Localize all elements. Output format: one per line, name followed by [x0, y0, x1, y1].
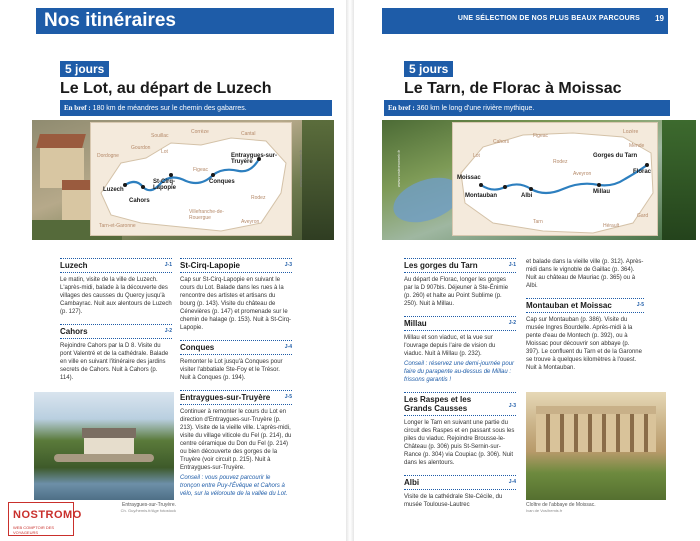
brief-bar	[384, 100, 670, 116]
days-badge: 5 jours	[404, 61, 453, 77]
map-label-mende: Mende	[629, 143, 645, 149]
stage-heading	[60, 258, 172, 273]
stage-text: Le matin, visite de la ville de Luzech. L'après-midi, balade à la découverte des villages des causses du Quercy jusqu'à Cambayrac. Nuit aux alentours de Luzech (p. 127).	[60, 277, 172, 315]
map-label-millau: Millau	[593, 189, 611, 195]
stage-name: Albi	[404, 478, 420, 487]
route-map	[90, 122, 292, 236]
route-title: Le Lot, au départ de Luzech	[60, 80, 272, 97]
map-label-gourdon: Gourdon	[131, 145, 151, 151]
cloister-photo	[526, 392, 666, 500]
map-credit: www.nostromoweb.fr	[396, 150, 401, 188]
stage-note-text: Conseil : vous pouvez parcourir le tronçon entre Puy-l'Évêque et Cahors à vélo, sur la véloroute de la vallée du Lot.	[180, 475, 288, 497]
stop-marker	[597, 183, 601, 187]
running-header-bar	[382, 8, 668, 34]
map-svg	[453, 123, 658, 236]
brief-text: 360 km le long d'une rivière mythique.	[416, 105, 535, 112]
stage-heading	[404, 475, 516, 490]
stage-note	[180, 474, 292, 498]
stages-column-1	[404, 258, 516, 517]
stage-heading	[404, 258, 516, 273]
stage-day: J-4	[284, 344, 292, 350]
entraygues-photo	[34, 392, 174, 500]
section-title: Nos itinéraires	[44, 10, 176, 31]
stages-column-2	[526, 258, 644, 380]
section-header-bar	[36, 8, 334, 34]
map-label-conques: Conques	[209, 179, 235, 185]
map-label-aveyron: Aveyron	[241, 219, 260, 225]
right-page	[354, 0, 700, 541]
stage-name: Millau	[404, 319, 427, 328]
stage-heading	[180, 340, 292, 355]
stage-heading	[526, 298, 644, 313]
stage-day: J-5	[284, 394, 292, 400]
map-label-correze: Corrèze	[191, 129, 209, 135]
stages-column-2	[180, 258, 292, 506]
map-label-luzech: Luzech	[103, 187, 124, 193]
stop-marker	[211, 173, 215, 177]
stage-name: Montauban et Moissac	[526, 301, 612, 310]
map-label-moissac: Moissac	[457, 175, 481, 181]
stage-note-text: Conseil : réservez une demi-journée pour faire du parapente au-dessus de Millau : frissons garantis !	[404, 361, 515, 383]
stage-day: J-3	[284, 262, 292, 268]
photo-caption	[526, 502, 666, 514]
stop-marker	[529, 187, 533, 191]
route-title: Le Tarn, de Florac à Moissac	[404, 80, 622, 97]
stage-text: Remonter le Lot jusqu'à Conques pour visiter l'abbatiale Ste-Foy et le Trésor. Nuit à Conques (p. 194).	[180, 359, 283, 381]
stage-text: Rejoindre Cahors par la D 8. Visite du pont Valentré et de la cathédrale. Balade en ville en suivant l'itinéraire des jardins secrets de Cahors. Nuit à Cahors (p. 114).	[60, 343, 169, 381]
photo-caption-text: Cloître de l'abbaye de Moissac.	[526, 502, 596, 508]
stage-day: J-4	[508, 479, 516, 485]
map-label-herault: Hérault	[603, 223, 620, 229]
stage-text: Millau et son viaduc, et la vue sur l'ouvrage depuis l'aire de vision du viaduc. Nuit à Millau (p. 232).	[404, 335, 496, 357]
stage-heading	[180, 390, 292, 405]
map-label-rodez: Rodez	[251, 195, 266, 201]
stage-name: Entraygues-sur-Truyère	[180, 393, 271, 402]
stage-heading	[60, 324, 172, 339]
map-credit: www.nostromoweb.fr	[298, 150, 303, 188]
map-label-florac: Florac	[633, 169, 652, 175]
stop-marker	[479, 183, 483, 187]
map-label-st-cirq: St-Cirq-Lapopie	[153, 179, 177, 191]
stage-day: J-2	[164, 328, 172, 334]
route-map	[452, 122, 658, 236]
photo-caption-text: Entraygues-sur-Truyère.	[122, 502, 176, 508]
stage-name: Cahors	[60, 327, 88, 336]
stage-day: J-1	[508, 262, 516, 268]
logo-text: NOSTROMO	[13, 509, 82, 521]
running-head: UNE SÉLECTION DE NOS PLUS BEAUX PARCOURS	[457, 15, 640, 22]
map-label-albi: Albi	[521, 193, 533, 199]
stage-day: J-2	[508, 320, 516, 326]
stage-name: Luzech	[60, 261, 88, 270]
map-label-gard: Gard	[637, 213, 649, 219]
stop-marker	[141, 185, 145, 189]
map-label-montauban: Montauban	[465, 193, 497, 199]
stage-note	[404, 360, 516, 384]
stage-name: Conques	[180, 343, 215, 352]
map-label-souillac: Souillac	[151, 133, 169, 139]
stages-column-1	[60, 258, 172, 390]
map-label-lot: Lot	[473, 153, 480, 159]
map-label-aveyron: Aveyron	[573, 171, 592, 177]
map-label-figeac: Figeac	[193, 167, 209, 173]
map-label-lot: Lot	[161, 149, 168, 155]
stage-text: Au départ de Florac, longer les gorges par la D 907bis. Déjeuner à Ste-Énimie (p. 260) et halte au Point Sublime (p. 250). Nuit à Millau.	[404, 277, 509, 307]
stage-heading	[404, 392, 516, 416]
brief-label: En bref :	[388, 104, 415, 112]
photo-caption-credit: Ivan de Vos/hemis.fr	[526, 508, 563, 513]
stage-heading	[180, 258, 292, 273]
map-label-cahors: Cahors	[129, 198, 150, 204]
map-label-figeac: Figeac	[533, 133, 549, 139]
page-gutter	[346, 0, 354, 541]
stop-marker	[645, 163, 649, 167]
stage-name: Les Raspes et les Grands Causses	[404, 395, 472, 413]
stage-heading	[404, 316, 516, 331]
stage-text: Cap sur St-Cirq-Lapopie en suivant le cours du Lot. Balade dans les rues à la rencontre des artistes et artisans du bourg (p. 143). Visite du château de Cénevières (p. 147) et promenade sur le chemin de halage (p. 153). Nuit à St-Cirq-Lapopie.	[180, 277, 292, 331]
stage-name: Les gorges du Tarn	[404, 261, 478, 270]
map-label-lozere: Lozère	[623, 129, 639, 135]
map-label-dordogne: Dordogne	[97, 153, 119, 159]
page-number: 19	[655, 14, 664, 23]
days-badge: 5 jours	[60, 61, 109, 77]
photo-caption-credit: Ch. Guy/hemis.fr/Age fotostock	[120, 508, 176, 513]
map-label-gorges-du-tarn: Gorges du Tarn	[593, 153, 638, 159]
stop-marker	[169, 173, 173, 177]
stage-text: Longer le Tarn en suivant une partie du circuit des Raspes et en passant sous les piles du viaduc. Rejoindre Brousse-le-Château (p. 306) puis St-Sernin-sur-Rance (p. 304) via Coupiac (p. 306). Nuit dans les alentours.	[404, 420, 515, 466]
stage-day: J-5	[636, 302, 644, 308]
stop-marker	[503, 185, 507, 189]
map-label-cantal: Cantal	[241, 131, 256, 137]
stage-text: Cap sur Montauban (p. 386). Visite du musée Ingres Bourdelle. Après-midi à la pente d'eau de Montech (p. 392), ou à Moissac pour découvrir son abbaye (p. 397). Le confluent du Tarn et de la Garonne se trouve à quelques kilomètres à l'ouest. Nuit à Montauban.	[526, 317, 642, 371]
map-label-cahors: Cahors	[493, 139, 510, 145]
map-label-tarn-et-garonne: Tarn-et-Garonne	[99, 223, 136, 229]
map-label-villefranche: Villefranche-de-Rouergue	[189, 209, 224, 221]
stage-text: et balade dans la vieille ville (p. 312). Après-midi dans le vignoble de Gaillac (p. 364). Nuit au château de Mauriac (p. 365) ou à Albi.	[526, 259, 644, 289]
map-label-tarn: Tarn	[533, 219, 543, 225]
map-label-rodez: Rodez	[553, 159, 568, 165]
stage-day: J-1	[164, 262, 172, 268]
photo-caption	[100, 502, 176, 514]
stage-text: Visite de la cathédrale Ste-Cécile, du musée Toulouse-Lautrec	[404, 494, 503, 508]
map-label-entraygues: Entraygues-sur-Truyère	[231, 153, 278, 165]
stage-day: J-3	[508, 403, 516, 409]
stage-text: Continuer à remonter le cours du Lot en direction d'Entraygues-sur-Truyère (p. 213). Visite de la vieille ville. L'après-midi, visite du village viticole du Fel (p. 214), du centre céramique du Don du Fel (p. 214) ou bien découverte des gorges de la Truyère (voir circuit p. 215). Nuit à Entraygues-sur-Truyère.	[180, 409, 292, 471]
nostromo-logo	[8, 502, 82, 536]
logo-subtext: WEB COMPTOIR DES VOYAGEURS	[13, 525, 55, 535]
left-page	[0, 0, 346, 541]
brief-label: En bref :	[64, 104, 91, 112]
brief-text: 180 km de méandres sur le chemin des gabarres.	[92, 105, 247, 112]
stage-name: St-Cirq-Lapopie	[180, 261, 240, 270]
brief-bar	[60, 100, 332, 116]
